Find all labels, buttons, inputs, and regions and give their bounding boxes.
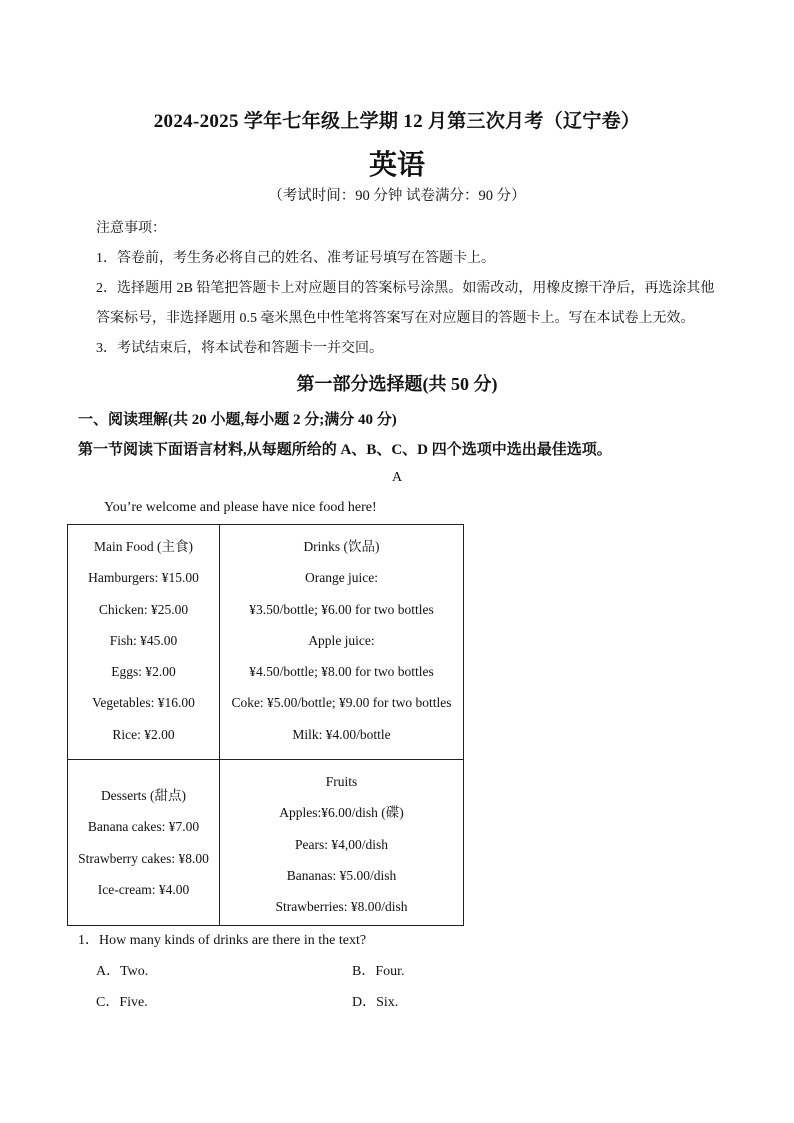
menu-heading: Main Food (主食) [94,539,193,554]
section-title: 一、阅读理解(共 20 小题,每小题 2 分;满分 40 分) [78,412,397,428]
menu-item: Apples:¥6.00/dish (碟) [279,805,404,821]
passage-label: A [391,470,403,485]
menu-item: Eggs: ¥2.00 [111,664,176,680]
note-item: 2．选择题用 2B 铅笔把答题卡上对应题目的答案标号涂黑。如需改动，用橡皮擦干净后，再选涂其他 [96,281,715,296]
menu-item: Ice-cream: ¥4.00 [97,881,190,897]
notes-heading: 注意事项： [96,221,166,236]
fruits-cell [220,760,464,926]
exam-title: 2024-2025 学年七年级上学期 12 月第三次月考（辽宁卷） [153,111,641,132]
drinks-cell [220,525,464,760]
menu-item: ¥4.50/bottle; ¥8.00 for two bottles [249,664,434,680]
menu-item: Vegetables: ¥16.00 [92,695,195,711]
menu-item: Strawberries: ¥8.00/dish [275,899,408,915]
menu-item: Rice: ¥2.00 [112,726,175,742]
option-d: D．Six. [352,995,399,1010]
exam-info: （考试时间：90 分钟 试卷满分：90 分） [268,188,526,204]
option-b: B．Four. [352,964,405,979]
main-food-cell [68,525,220,760]
question-text: 1．How many kinds of drinks are there in the text? [78,933,367,948]
menu-heading: Drinks (饮品) [303,539,380,554]
passage-intro: You’re welcome and please have nice food here! [104,500,377,515]
section-instruction: 第一节阅读下面语言材料,从每题所给的 A、B、C、D 四个选项中选出最佳选项。 [78,442,612,458]
note-item: 1．答卷前，考生务必将自己的姓名、准考证号填写在答题卡上。 [96,251,495,266]
option-a: A．Two. [96,964,149,979]
menu-item: ¥3.50/bottle; ¥6.00 for two bottles [249,601,434,617]
menu-item: Milk: ¥4.00/bottle [292,726,391,742]
desserts-cell [68,760,220,926]
menu-item: Chicken: ¥25.00 [98,601,189,617]
menu-item: Fish: ¥45.00 [109,632,178,648]
note-item: 答案标号，非选择题用 0.5 毫米黑色中性笔将答案写在对应题目的答题卡上。写在本试卷上无效。 [96,311,695,326]
menu-heading: Fruits [325,774,358,789]
menu-item: Pears: ¥4,00/dish [295,836,388,852]
menu-heading: Desserts (甜点) [100,787,187,803]
note-item: 3．考试结束后，将本试卷和答题卡一并交回。 [96,341,383,356]
menu-item: Banana cakes: ¥7.00 [87,819,200,835]
part-title: 第一部分选择题(共 50 分) [296,374,498,394]
menu-item: Orange juice: [304,570,379,586]
menu-item: Bananas: ¥5.00/dish [286,867,397,883]
menu-item: Hamburgers: ¥15.00 [88,570,199,586]
menu-table [67,524,464,926]
menu-item: Coke: ¥5.00/bottle; ¥9.00 for two bottles [231,695,452,711]
subject-title: 英语 [368,148,425,181]
option-c: C．Five. [96,995,148,1010]
menu-item: Strawberry cakes: ¥8.00 [78,850,209,866]
menu-item: Apple juice: [308,632,375,648]
